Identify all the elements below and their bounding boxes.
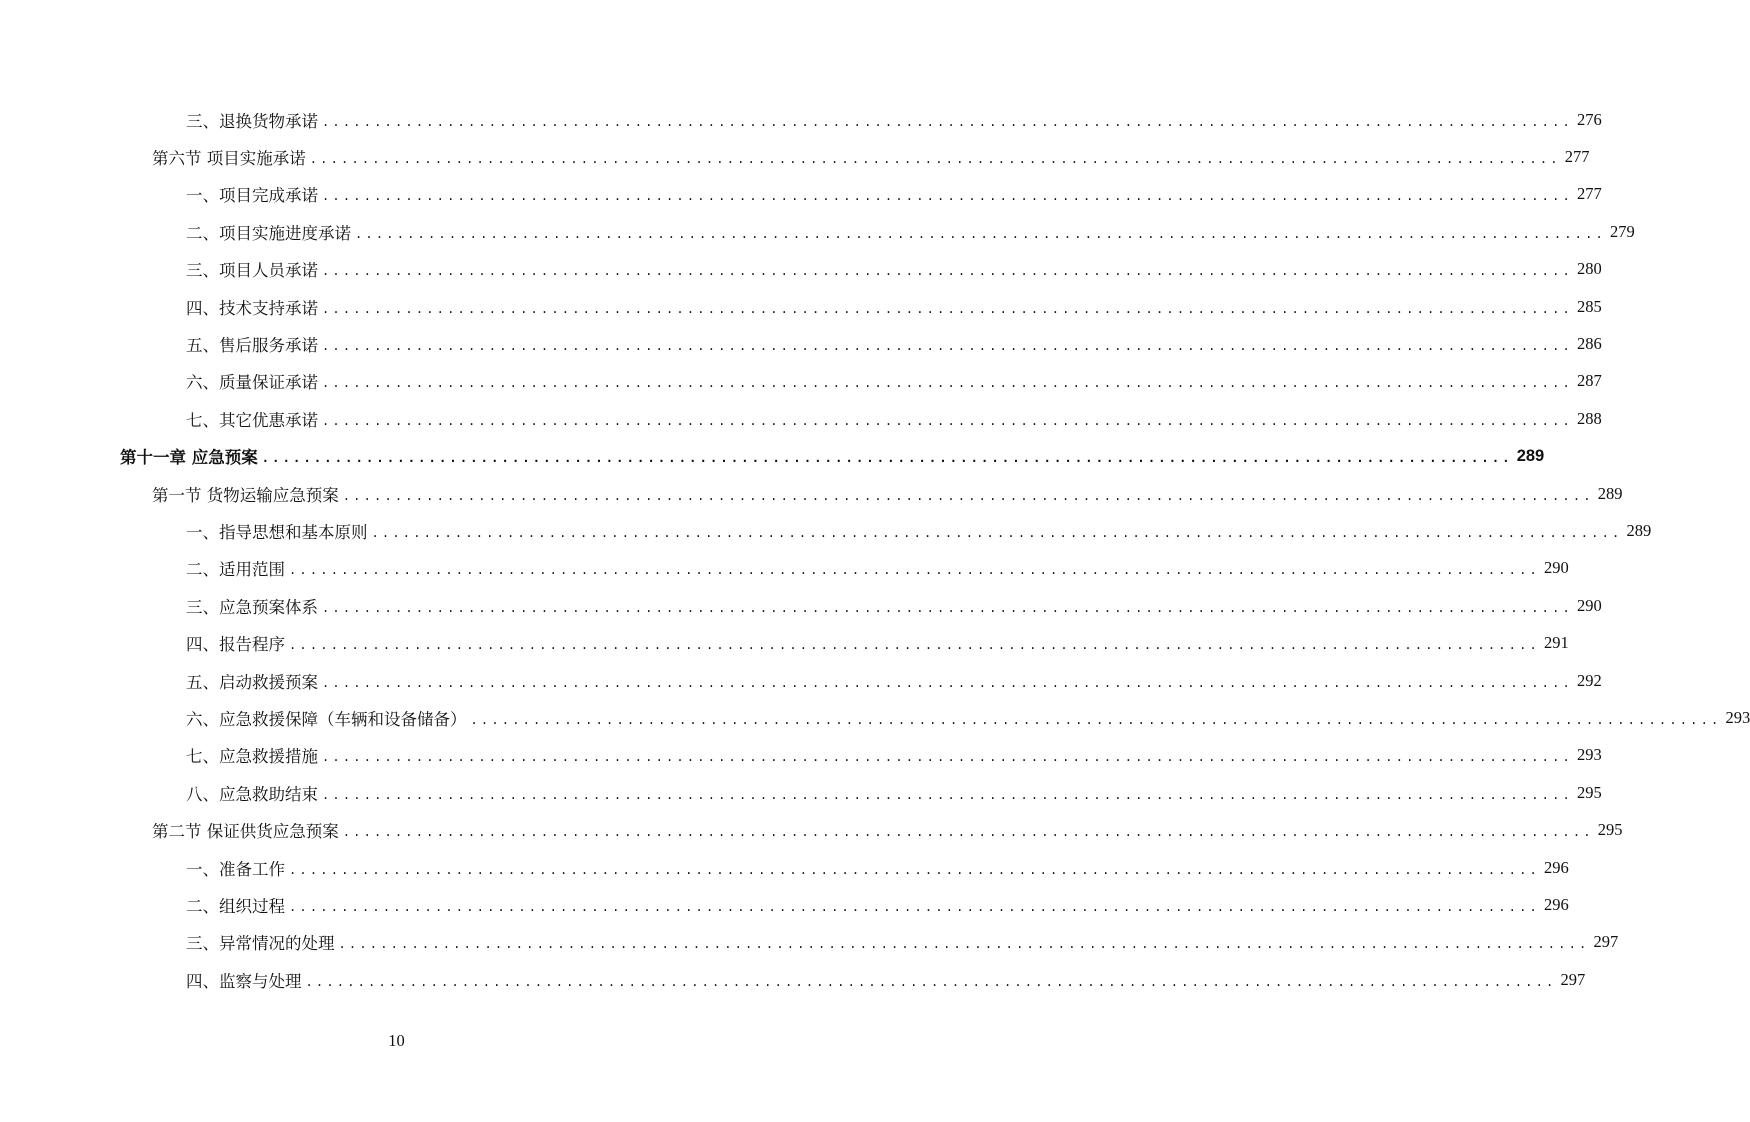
toc-entry-title: 第二节 保证供货应急预案 xyxy=(152,822,339,842)
toc-dot-leader: ........................................................................................................................ xyxy=(289,638,1540,653)
toc-entry-title: 四、监察与处理 xyxy=(186,971,302,991)
toc-entry-page: 285 xyxy=(1576,296,1602,316)
toc-dot-leader: ........................................................................................................................ xyxy=(322,750,1573,765)
toc-dot-leader: ........................................................................................................................ xyxy=(322,189,1573,204)
toc-chapter-entry[interactable] xyxy=(0,438,1545,475)
toc-entry[interactable] xyxy=(0,849,1569,886)
toc-dot-leader: ........................................................................................................................ xyxy=(289,862,1540,877)
toc-dot-leader: ........................................................................................................................ xyxy=(342,825,1594,840)
toc-entry-page: 297 xyxy=(1560,969,1586,989)
toc-entry-page: 295 xyxy=(1576,782,1602,802)
toc-entry[interactable] xyxy=(0,325,1602,362)
toc-dot-leader: ........................................................................................................................ xyxy=(289,899,1540,914)
toc-entry[interactable] xyxy=(0,924,1619,961)
toc-entry-page: 297 xyxy=(1593,932,1619,952)
toc-dot-leader: ........................................................................................................................ xyxy=(342,488,1594,503)
toc-entry-page: 293 xyxy=(1576,745,1602,765)
toc-entry[interactable] xyxy=(0,101,1602,138)
toc-entry-title: 六、质量保证承诺 xyxy=(186,373,318,393)
toc-entry[interactable] xyxy=(0,737,1602,774)
toc-entry-page: 279 xyxy=(1609,221,1635,241)
toc-entry-page: 288 xyxy=(1576,408,1602,428)
toc-entry[interactable] xyxy=(0,774,1602,811)
toc-entry-title: 三、应急预案体系 xyxy=(186,597,318,617)
toc-entry-page: 290 xyxy=(1543,558,1569,578)
toc-dot-leader: ........................................................................................................................ xyxy=(322,339,1573,354)
toc-dot-leader: ........................................................................................................................ xyxy=(338,937,1590,952)
toc-entry-title: 五、启动救援预案 xyxy=(186,672,318,692)
toc-dot-leader: ........................................................................................................................ xyxy=(322,413,1573,428)
toc-dot-leader: ........................................................................................................................ xyxy=(309,152,1561,167)
toc-entry[interactable] xyxy=(0,213,1635,250)
toc-entry[interactable] xyxy=(0,886,1569,923)
toc-entry[interactable] xyxy=(0,662,1602,699)
toc-entry-title: 八、应急救助结束 xyxy=(186,784,318,804)
toc-entry-page: 289 xyxy=(1626,520,1652,540)
toc-entry-title: 一、指导思想和基本原则 xyxy=(186,522,368,542)
toc-entry-page: 280 xyxy=(1576,259,1602,279)
toc-entry-page: 293 xyxy=(1725,707,1750,727)
toc-dot-leader: ........................................................................................................................ xyxy=(371,525,1623,540)
toc-entry-page: 290 xyxy=(1576,595,1602,615)
toc-entry-page: 292 xyxy=(1576,670,1602,690)
toc-dot-leader: ........................................................................................................................ xyxy=(322,114,1573,129)
toc-dot-leader: ........................................................................................................................ xyxy=(305,974,1557,989)
toc-entry-title: 六、应急救援保障（车辆和设备储备） xyxy=(186,709,467,729)
toc-entry[interactable] xyxy=(0,624,1569,661)
toc-entry-page: 276 xyxy=(1576,109,1602,129)
toc-entry-title: 三、项目人员承诺 xyxy=(186,261,318,281)
toc-entry[interactable] xyxy=(0,811,1623,848)
toc-entry[interactable] xyxy=(0,138,1590,175)
toc-entry-title: 第十一章 应急预案 xyxy=(120,448,258,468)
toc-entry-title: 第六节 项目实施承诺 xyxy=(152,149,306,169)
toc-entry[interactable] xyxy=(0,176,1602,213)
toc-entry[interactable] xyxy=(0,961,1586,998)
toc-entry[interactable] xyxy=(0,699,1750,736)
toc-entry-page: 296 xyxy=(1543,857,1569,877)
toc-entry-page: 296 xyxy=(1543,894,1569,914)
toc-entry-title: 二、项目实施进度承诺 xyxy=(186,223,351,243)
toc-entry[interactable] xyxy=(0,512,1652,549)
toc-entry-title: 五、售后服务承诺 xyxy=(186,336,318,356)
toc-entry-title: 一、项目完成承诺 xyxy=(186,186,318,206)
toc-entry-title: 七、应急救援措施 xyxy=(186,747,318,767)
toc-entry-title: 四、报告程序 xyxy=(186,635,285,655)
toc-dot-leader: ........................................................................................................................ xyxy=(322,675,1573,690)
toc-entry-page: 287 xyxy=(1576,371,1602,391)
toc-entry-page: 289 xyxy=(1597,483,1623,503)
toc-entry-title: 四、技术支持承诺 xyxy=(186,298,318,318)
toc-entry[interactable] xyxy=(0,288,1602,325)
toc-dot-leader: ........................................................................................................................ xyxy=(470,712,1722,727)
toc-entry[interactable] xyxy=(0,550,1569,587)
toc-entry-title: 二、组织过程 xyxy=(186,896,285,916)
toc-entry-page: 291 xyxy=(1543,633,1569,653)
toc-entry[interactable] xyxy=(0,363,1602,400)
toc-entry-page: 277 xyxy=(1576,184,1602,204)
toc-dot-leader: ........................................................................................................................ xyxy=(355,226,1606,241)
toc-dot-leader: ........................................................................................................................ xyxy=(322,376,1573,391)
toc-entry-title: 第一节 货物运输应急预案 xyxy=(152,485,339,505)
toc-dot-leader: ........................................................................................................................ xyxy=(261,451,1513,466)
toc-entry-title: 三、退换货物承诺 xyxy=(186,111,318,131)
table-of-contents xyxy=(0,101,1750,998)
toc-entry-page: 295 xyxy=(1597,820,1623,840)
toc-entry[interactable] xyxy=(0,251,1602,288)
toc-entry[interactable] xyxy=(0,400,1602,437)
toc-entry-title: 一、准备工作 xyxy=(186,859,285,879)
toc-entry-page: 289 xyxy=(1516,446,1545,465)
toc-dot-leader: ........................................................................................................................ xyxy=(322,600,1573,615)
toc-entry-page: 277 xyxy=(1564,147,1590,167)
toc-dot-leader: ........................................................................................................................ xyxy=(322,301,1573,316)
toc-dot-leader: ........................................................................................................................ xyxy=(322,787,1573,802)
toc-entry-title: 二、适用范围 xyxy=(186,560,285,580)
toc-entry-title: 三、异常情况的处理 xyxy=(186,934,335,954)
toc-entry-page: 286 xyxy=(1576,334,1602,354)
toc-entry[interactable] xyxy=(0,475,1623,512)
toc-entry[interactable] xyxy=(0,587,1602,624)
toc-dot-leader: ........................................................................................................................ xyxy=(322,264,1573,279)
toc-entry-title: 七、其它优惠承诺 xyxy=(186,410,318,430)
page-number: 10 xyxy=(388,1031,405,1050)
toc-dot-leader: ........................................................................................................................ xyxy=(289,563,1540,578)
